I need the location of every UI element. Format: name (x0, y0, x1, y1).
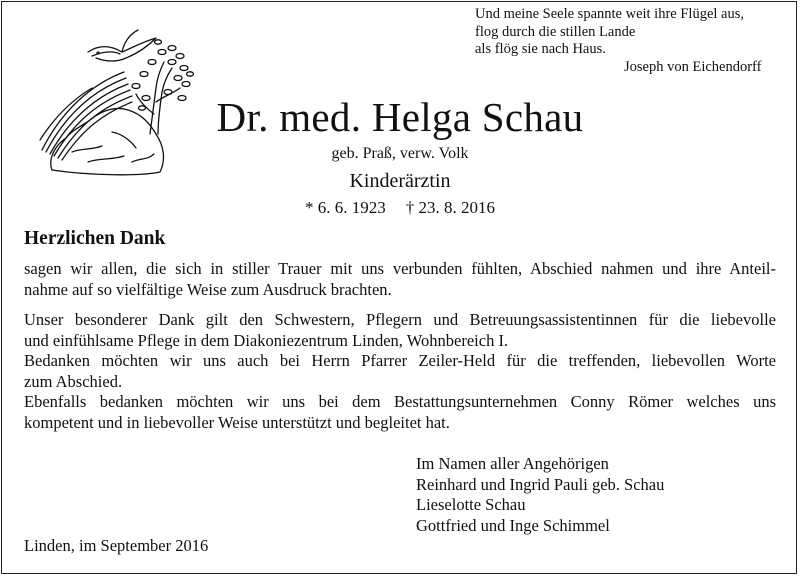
paragraph-line: sagen wir allen, die sich in stiller Trauer mit uns verbunden fühlten, Abschied nahmen und ihre Anteil- (24, 259, 776, 278)
death-date: † 23. 8. 2016 (405, 198, 495, 217)
place-date: Linden, im September 2016 (24, 536, 209, 555)
profession: Kinderärztin (349, 170, 451, 192)
poem-line: flog durch die stillen Lande (475, 23, 636, 40)
thanks-paragraph-2 (24, 310, 776, 433)
birth-names: geb. Praß, verw. Volk (331, 145, 469, 162)
poem-author: Joseph von Eichendorff (624, 58, 762, 75)
paragraph-line: und einfühlsame Pflege in dem Diakoniezentrum Linden, Wohnbereich I. (24, 330, 509, 350)
paragraph-line: nahme auf so vielfältige Weise zum Ausdruck brachten. (24, 279, 392, 299)
poem-line: Und meine Seele spannte weit ihre Flügel aus, (475, 6, 744, 22)
paragraph-line: Bedanken möchten wir uns auch bei Herrn Pfarrer Zeiler-Held für die treffenden, liebevollen Worte (24, 351, 776, 370)
paragraph-line: zum Abschied. (24, 371, 123, 391)
paragraph-line: kompetent und in liebevoller Weise unterstützt und begleitet hat. (24, 412, 450, 432)
poem-quote (475, 6, 761, 76)
signature-line: Gottfried und Inge Schimmel (416, 515, 610, 535)
thanks-paragraph-1 (24, 259, 776, 300)
signature-line: Im Namen aller Angehörigen (416, 454, 609, 473)
signatures (416, 454, 664, 536)
signature-line: Lieselotte Schau (416, 495, 526, 514)
deceased-name: Dr. med. Helga Schau (216, 94, 584, 140)
paragraph-line: Ebenfalls bedanken möchten wir uns bei dem Bestattungsunternehmen Conny Römer welches uns (24, 392, 776, 411)
paragraph-line: Unser besonderer Dank gilt den Schwestern, Pflegern und Betreuungsassistentinnen für die liebevolle (24, 310, 776, 329)
thanks-heading: Herzlichen Dank (24, 228, 166, 249)
life-dates (0, 198, 800, 218)
birth-date: * 6. 6. 1923 (305, 198, 386, 217)
signature-line: Reinhard und Ingrid Pauli geb. Schau (416, 474, 665, 494)
poem-line: als flög sie nach Haus. (475, 41, 606, 57)
